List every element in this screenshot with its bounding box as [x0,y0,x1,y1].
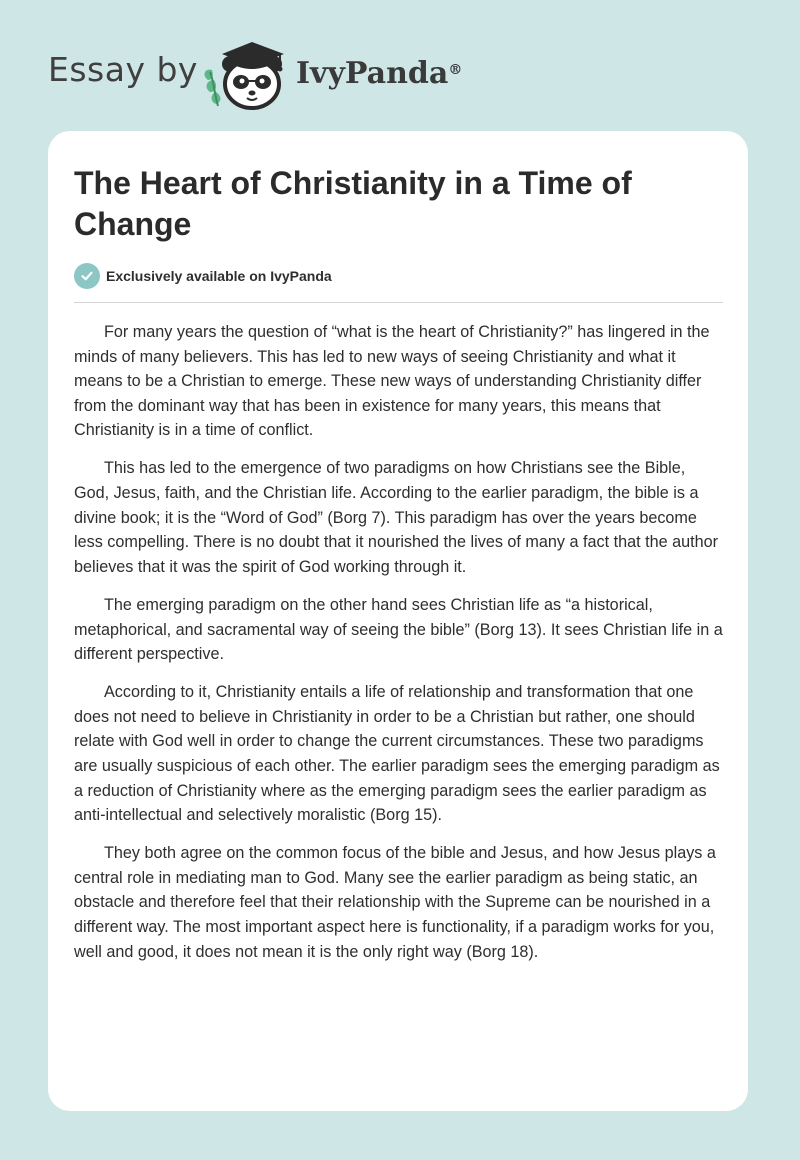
exclusive-badge [74,263,332,289]
paragraph: According to it, Christianity entails a life of relationship and transformation that one does not need to believe in Christianity in order to be a Christian but rather, one should relate with God well in order to change the current circumstances. These two paradigms are usually suspicious of each other. The earlier paradigm sees the emerging paradigm as a reduction of Christianity where as the emerging paradigm sees the earlier paradigm as anti-intellectual and selectively moralistic (Borg 15). [74,683,720,825]
essay-body [74,320,724,978]
essay-by-label: Essay by [48,50,198,89]
check-circle-icon [74,263,100,289]
paragraph: This has led to the emergence of two paradigms on how Christians see the Bible, God, Jesus, faith, and the Christian life. According to the earlier paradigm, the bible is a divine book; it is the “Word of God” (Borg 7). This paradigm has over the years become less compelling. There is no doubt that it nourished the lives of many a fact that the author believes that it was the spirit of God working through it. [74,459,718,576]
essay-card [48,131,748,1111]
paragraph: For many years the question of “what is the heart of Christianity?” has lingered in the minds of many believers. This has led to new ways of seeing Christianity and what it means to be a Christian to emerge. These new ways of understanding Christianity differ from the dominant way that has been in existence for many years, this means that Christianity is in a time of conflict. [74,323,710,440]
exclusive-badge-label: Exclusively available on IvyPanda [106,268,332,284]
paragraph: They both agree on the common focus of the bible and Jesus, and how Jesus plays a central role in mediating man to God. Many see the earlier paradigm as being static, an obstacle and therefore feel that their relationship with the Supreme can be nourished in a different way. The most important aspect here is functionality, if a paradigm works for you, well and good, it does not mean it is the only right way (Borg 18). [74,844,716,961]
paragraph: The emerging paradigm on the other hand sees Christian life as “a historical, metaphorical, and sacramental way of seeing the bible” (Borg 13). It sees Christian life in a different perspective. [74,595,723,664]
divider [74,302,723,303]
registered-mark: ® [448,62,463,78]
leaf-icon [205,70,221,106]
brand-logo-text[interactable]: IvyPanda® [296,56,463,91]
page-title: The Heart of Christianity in a Time of Change [74,165,632,242]
panda-mascot-icon[interactable] [200,36,296,112]
site-header [0,0,800,130]
